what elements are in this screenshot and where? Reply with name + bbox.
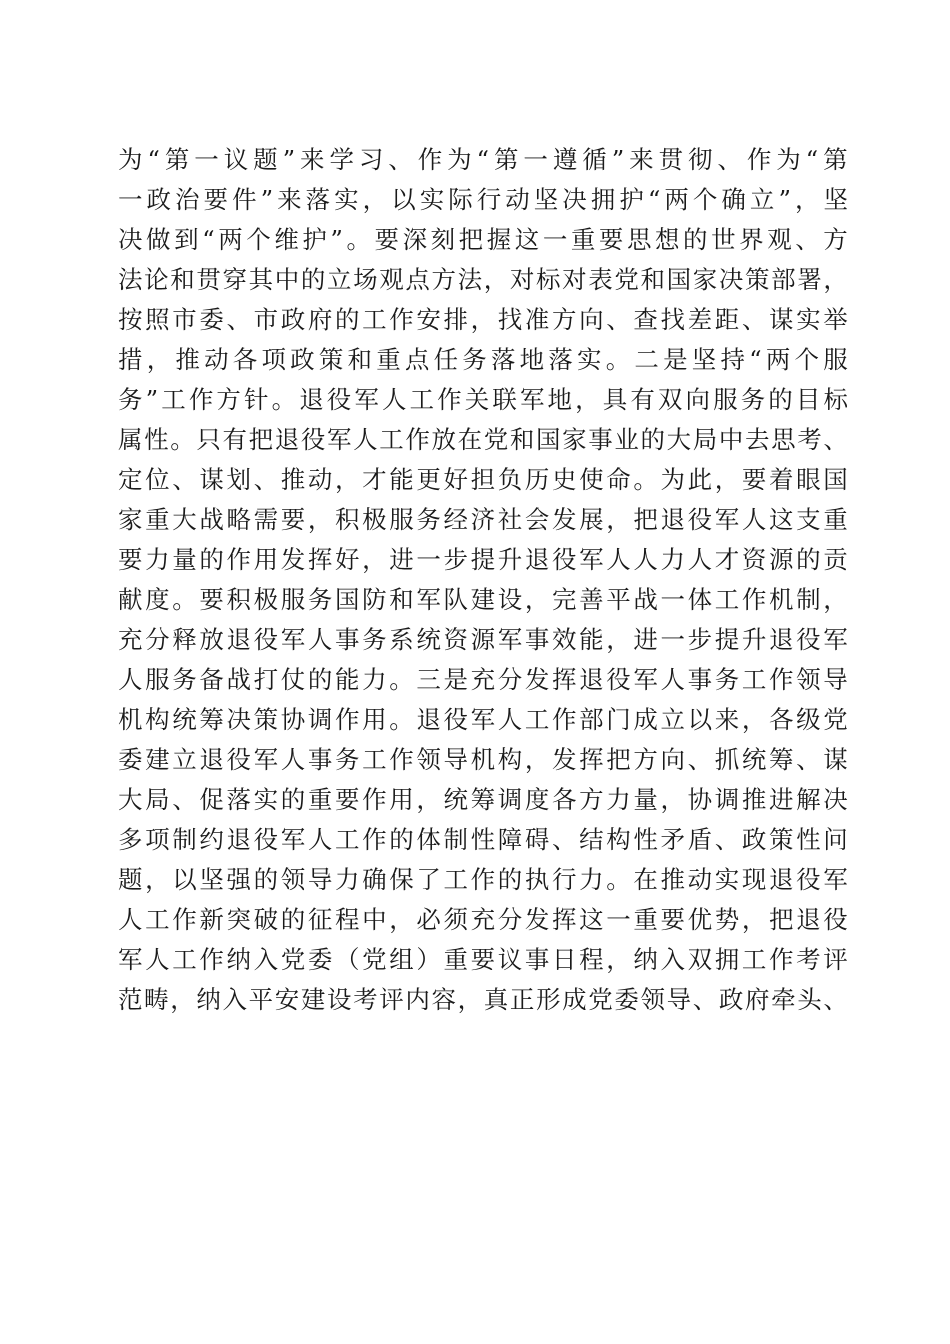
text-line: 定 位 、 谋 划 、 推 动 ， 才 能 更 好 担 负 历 史 使 命 。 为 此 ， 要 着 眼 国 bbox=[118, 465, 848, 494]
body-text bbox=[118, 140, 848, 1020]
text-line: 范 畴 ， 纳 入 平 安 建 设 考 评 内 容 ， 真 正 形 成 党 委 领 导 、 政 府 牵 头 、 bbox=[118, 985, 848, 1014]
text-line: 人 工 作 新 突 破 的 征 程 中 ， 必 须 充 分 发 挥 这 一 重 要 优 势 ， 把 退 役 bbox=[118, 905, 848, 934]
text-line: 大 局 、 促 落 实 的 重 要 作 用 ， 统 筹 调 度 各 方 力 量 ， 协 调 推 进 解 决 bbox=[118, 785, 848, 814]
text-line: 委 建 立 退 役 军 人 事 务 工 作 领 导 机 构 ， 发 挥 把 方 向 、 抓 统 筹 、 谋 bbox=[118, 745, 848, 774]
text-line: 法 论 和 贯 穿 其 中 的 立 场 观 点 方 法 ， 对 标 对 表 党 和 国 家 决 策 部 署 ， bbox=[118, 265, 848, 294]
text-line: 一 政 治 要 件 ” 来 落 实 ， 以 实 际 行 动 坚 决 拥 护 “ 两 个 确 立 ” ， 坚 bbox=[118, 185, 848, 214]
text-line: 机 构 统 筹 决 策 协 调 作 用 。 退 役 军 人 工 作 部 门 成 立 以 来 ， 各 级 党 bbox=[118, 705, 848, 734]
text-line: 家 重 大 战 略 需 要 ， 积 极 服 务 经 济 社 会 发 展 ， 把 退 役 军 人 这 支 重 bbox=[118, 505, 848, 534]
text-line: 充 分 释 放 退 役 军 人 事 务 系 统 资 源 军 事 效 能 ， 进 一 步 提 升 退 役 军 bbox=[118, 625, 848, 654]
text-line: 措 ， 推 动 各 项 政 策 和 重 点 任 务 落 地 落 实 。 二 是 坚 持 “ 两 个 服 bbox=[118, 345, 848, 374]
text-line: 为 “ 第 一 议 题 ” 来 学 习 、 作 为 “ 第 一 遵 循 ” 来 贯 彻 、 作 为 “ 第 bbox=[118, 145, 848, 174]
text-line: 多 项 制 约 退 役 军 人 工 作 的 体 制 性 障 碍 、 结 构 性 矛 盾 、 政 策 性 问 bbox=[118, 825, 848, 854]
text-line: 属 性 。 只 有 把 退 役 军 人 工 作 放 在 党 和 国 家 事 业 的 大 局 中 去 思 考 、 bbox=[118, 425, 848, 454]
text-line: 题 ， 以 坚 强 的 领 导 力 确 保 了 工 作 的 执 行 力 。 在 推 动 实 现 退 役 军 bbox=[118, 865, 848, 894]
text-line: 要 力 量 的 作 用 发 挥 好 ， 进 一 步 提 升 退 役 军 人 人 力 人 才 资 源 的 贡 bbox=[118, 545, 848, 574]
text-line: 献 度 。 要 积 极 服 务 国 防 和 军 队 建 设 ， 完 善 平 战 一 体 工 作 机 制 ， bbox=[118, 585, 848, 614]
text-line: 按 照 市 委 、 市 政 府 的 工 作 安 排 ， 找 准 方 向 、 查 找 差 距 、 谋 实 举 bbox=[118, 305, 848, 334]
text-line: 军 人 工 作 纳 入 党 委 （ 党 组 ） 重 要 议 事 日 程 ， 纳 入 双 拥 工 作 考 评 bbox=[118, 945, 848, 974]
text-line: 人 服 务 备 战 打 仗 的 能 力 。 三 是 充 分 发 挥 退 役 军 人 事 务 工 作 领 导 bbox=[118, 665, 848, 694]
text-line: 务 ” 工 作 方 针 。 退 役 军 人 工 作 关 联 军 地 ， 具 有 双 向 服 务 的 目 标 bbox=[118, 385, 848, 414]
text-line: 决 做 到 “ 两 个 维 护 ” 。 要 深 刻 把 握 这 一 重 要 思 想 的 世 界 观 、 方 bbox=[118, 225, 848, 254]
